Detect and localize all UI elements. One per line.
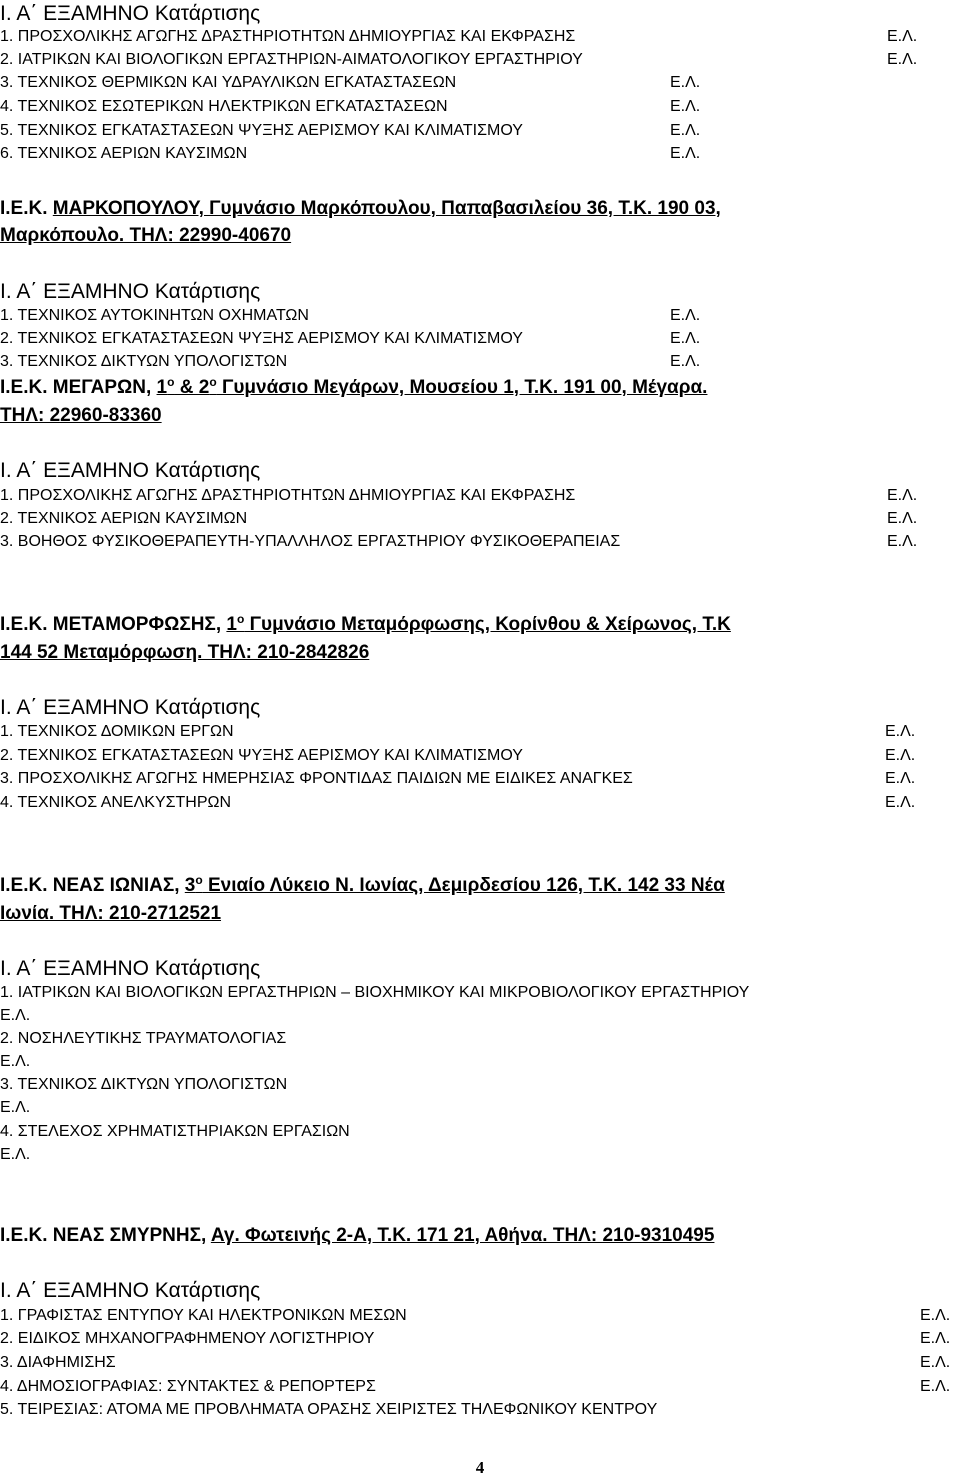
school-heading-line2: Μαρκόπουλο. ΤΗΛ: 22990-40670 [0, 225, 292, 246]
el-label: Ε.Λ. [887, 487, 918, 504]
list-item: 1. ΤΕΧΝΙΚΟΣ ΑΥΤΟΚΙΝΗΤΩΝ ΟΧΗΜΑΤΩΝ [0, 307, 309, 324]
school-heading: Ι.Ε.Κ. ΜΕΓΑΡΩΝ, $1^o$ & $2^o$ Γυμνάσιο Μεγάρων, Μουσείου 1, Τ.Κ. 191 00, Μέγαρα. [0, 375, 708, 398]
el-label: Ε.Λ. [885, 770, 916, 787]
school-heading-line2: 144 52 Μεταμόρφωση. ΤΗΛ: 210-2842826 [0, 642, 370, 663]
list-item: 2. ΤΕΧΝΙΚΟΣ ΕΓΚΑΤΑΣΤΑΣΕΩΝ ΨΥΞΗΣ ΑΕΡΙΣΜΟΥ ΚΑΙ ΚΛΙΜΑΤΙΣΜΟΥ [0, 747, 523, 764]
list-item: 2. ΤΕΧΝΙΚΟΣ ΑΕΡΙΩΝ ΚΑΥΣΙΜΩΝ [0, 510, 248, 527]
el-label: Ε.Λ. [920, 1307, 951, 1324]
school-heading: Ι.Ε.Κ. ΜΑΡΚΟΠΟΥΛΟΥ, Γυμνάσιο Μαρκόπουλου, Παπαβασιλείου 36, Τ.Κ. 190 03, [0, 198, 721, 219]
list-item: 1. ΠΡΟΣΧΟΛΙΚΗΣ ΑΓΩΓΗΣ ΔΡΑΣΤΗΡΙΟΤΗΤΩΝ ΔΗΜΙΟΥΡΓΙΑΣ ΚΑΙ ΕΚΦΡΑΣΗΣ [0, 487, 576, 504]
list-item: 3. ΔΙΑΦΗΜΙΣΗΣ [0, 1354, 116, 1371]
el-label: Ε.Λ. [920, 1354, 951, 1371]
list-item: 2. ΝΟΣΗΛΕΥΤΙΚΗΣ ΤΡΑΥΜΑΤΟΛΟΓΙΑΣ [0, 1030, 287, 1047]
el-label: Ε.Λ. [0, 1146, 31, 1163]
list-item: 3. ΠΡΟΣΧΟΛΙΚΗΣ ΑΓΩΓΗΣ ΗΜΕΡΗΣΙΑΣ ΦΡΟΝΤΙΔΑΣ ΠΑΙΔΙΩΝ ΜΕ ΕΙΔΙΚΕΣ ΑΝΑΓΚΕΣ [0, 770, 633, 787]
list-item: 3. ΤΕΧΝΙΚΟΣ ΔΙΚΤΥΩΝ ΥΠΟΛΟΓΙΣΤΩΝ [0, 353, 288, 370]
semester-title: Ι. Α΄ ΕΞΑΜΗΝΟ Κατάρτισης [0, 2, 261, 25]
list-item: 4. ΣΤΕΛΕΧΟΣ ΧΡΗΜΑΤΙΣΤΗΡΙΑΚΩΝ ΕΡΓΑΣΙΩΝ [0, 1123, 350, 1140]
list-item: 4. ΤΕΧΝΙΚΟΣ ΑΝΕΛΚΥΣΤΗΡΩΝ [0, 794, 232, 811]
el-label: Ε.Λ. [670, 307, 701, 324]
list-item: 2. ΤΕΧΝΙΚΟΣ ΕΓΚΑΤΑΣΤΑΣΕΩΝ ΨΥΞΗΣ ΑΕΡΙΣΜΟΥ ΚΑΙ ΚΛΙΜΑΤΙΣΜΟΥ [0, 330, 523, 347]
school-heading-line2: Ιωνία. ΤΗΛ: 210-2712521 [0, 903, 222, 924]
el-label: Ε.Λ. [920, 1378, 951, 1395]
el-label: Ε.Λ. [887, 28, 918, 45]
school-heading: Ι.Ε.Κ. ΝΕΑΣ ΣΜΥΡΝΗΣ, Αγ. Φωτεινής 2-Α, Τ.Κ. 171 21, Αθήνα. ΤΗΛ: 210-9310495 [0, 1225, 715, 1246]
el-label: Ε.Λ. [670, 330, 701, 347]
el-label: Ε.Λ. [670, 74, 701, 91]
el-label: Ε.Λ. [0, 1007, 31, 1024]
list-item: 5. ΤΕΧΝΙΚΟΣ ΕΓΚΑΤΑΣΤΑΣΕΩΝ ΨΥΞΗΣ ΑΕΡΙΣΜΟΥ ΚΑΙ ΚΛΙΜΑΤΙΣΜΟΥ [0, 122, 523, 139]
list-item: 4. ΤΕΧΝΙΚΟΣ ΕΣΩΤΕΡΙΚΩΝ ΗΛΕΚΤΡΙΚΩΝ ΕΓΚΑΤΑΣΤΑΣΕΩΝ [0, 98, 448, 115]
el-label: Ε.Λ. [0, 1099, 31, 1116]
el-label: Ε.Λ. [887, 510, 918, 527]
list-item: 1. ΤΕΧΝΙΚΟΣ ΔΟΜΙΚΩΝ ΕΡΓΩΝ [0, 723, 234, 740]
list-item: 2. ΕΙΔΙΚΟΣ ΜΗΧΑΝΟΓΡΑΦΗΜΕΝΟΥ ΛΟΓΙΣΤΗΡΙΟΥ [0, 1330, 375, 1347]
semester-title: Ι. Α΄ ΕΞΑΜΗΝΟ Κατάρτισης [0, 1279, 261, 1302]
page-number: 4 [475, 1458, 485, 1477]
list-item: 1. ΙΑΤΡΙΚΩΝ ΚΑΙ ΒΙΟΛΟΓΙΚΩΝ ΕΡΓΑΣΤΗΡΙΩΝ – ΒΙΟΧΗΜΙΚΟΥ ΚΑΙ ΜΙΚΡΟΒΙΟΛΟΓΙΚΟΥ ΕΡΓΑΣΤΗΡΙΟΥ [0, 984, 750, 1001]
list-item: 3. ΒΟΗΘΟΣ ΦΥΣΙΚΟΘΕΡΑΠΕΥΤΗ-ΥΠΑΛΛΗΛΟΣ ΕΡΓΑΣΤΗΡΙΟΥ ΦΥΣΙΚΟΘΕΡΑΠΕΙΑΣ [0, 533, 621, 550]
el-label: Ε.Λ. [670, 145, 701, 162]
el-label: Ε.Λ. [670, 122, 701, 139]
list-item: 1. ΓΡΑΦΙΣΤΑΣ ΕΝΤΥΠΟΥ ΚΑΙ ΗΛΕΚΤΡΟΝΙΚΩΝ ΜΕΣΩΝ [0, 1307, 407, 1324]
semester-title: Ι. Α΄ ΕΞΑΜΗΝΟ Κατάρτισης [0, 280, 261, 303]
el-label: Ε.Λ. [670, 353, 701, 370]
el-label: Ε.Λ. [920, 1330, 951, 1347]
semester-title: Ι. Α΄ ΕΞΑΜΗΝΟ Κατάρτισης [0, 957, 261, 980]
el-label: Ε.Λ. [887, 533, 918, 550]
school-heading: Ι.Ε.Κ. ΝΕΑΣ ΙΩΝΙΑΣ, $3^o$ Ενιαίο Λύκειο Ν. Ιωνίας, Δεμιρδεσίου 126, Τ.Κ. 142 33 Νέα [0, 873, 725, 896]
el-label: Ε.Λ. [0, 1053, 31, 1070]
list-item: 6. ΤΕΧΝΙΚΟΣ ΑΕΡΙΩΝ ΚΑΥΣΙΜΩΝ [0, 145, 248, 162]
list-item: 3. ΤΕΧΝΙΚΟΣ ΘΕΡΜΙΚΩΝ ΚΑΙ ΥΔΡΑΥΛΙΚΩΝ ΕΓΚΑΤΑΣΤΑΣΕΩΝ [0, 74, 457, 91]
el-label: Ε.Λ. [885, 747, 916, 764]
semester-title: Ι. Α΄ ΕΞΑΜΗΝΟ Κατάρτισης [0, 696, 261, 719]
el-label: Ε.Λ. [885, 723, 916, 740]
school-heading: Ι.Ε.Κ. ΜΕΤΑΜΟΡΦΩΣΗΣ, $1^o$ Γυμνάσιο Μεταμόρφωσης, Κορίνθου & Χείρωνος, Τ.Κ [0, 612, 731, 635]
el-label: Ε.Λ. [670, 98, 701, 115]
list-item: 3. ΤΕΧΝΙΚΟΣ ΔΙΚΤΥΩΝ ΥΠΟΛΟΓΙΣΤΩΝ [0, 1076, 288, 1093]
el-label: Ε.Λ. [885, 794, 916, 811]
list-item: 1. ΠΡΟΣΧΟΛΙΚΗΣ ΑΓΩΓΗΣ ΔΡΑΣΤΗΡΙΟΤΗΤΩΝ ΔΗΜΙΟΥΡΓΙΑΣ ΚΑΙ ΕΚΦΡΑΣΗΣ [0, 28, 576, 45]
el-label: Ε.Λ. [887, 51, 918, 68]
school-heading-line2: ΤΗΛ: 22960-83360 [0, 405, 162, 426]
list-item: 5. ΤΕΙΡΕΣΙΑΣ: ΑΤΟΜΑ ΜΕ ΠΡΟΒΛΗΜΑΤΑ ΟΡΑΣΗΣ ΧΕΙΡΙΣΤΕΣ ΤΗΛΕΦΩΝΙΚΟΥ ΚΕΝΤΡΟΥ [0, 1401, 658, 1418]
list-item: 4. ΔΗΜΟΣΙΟΓΡΑΦΙΑΣ: ΣΥΝΤΑΚΤΕΣ & ΡΕΠΟΡΤΕΡΣ [0, 1378, 376, 1395]
semester-title: Ι. Α΄ ΕΞΑΜΗΝΟ Κατάρτισης [0, 459, 261, 482]
list-item: 2. ΙΑΤΡΙΚΩΝ ΚΑΙ ΒΙΟΛΟΓΙΚΩΝ ΕΡΓΑΣΤΗΡΙΩΝ-ΑΙΜΑΤΟΛΟΓΙΚΟΥ ΕΡΓΑΣΤΗΡΙΟΥ [0, 51, 583, 68]
